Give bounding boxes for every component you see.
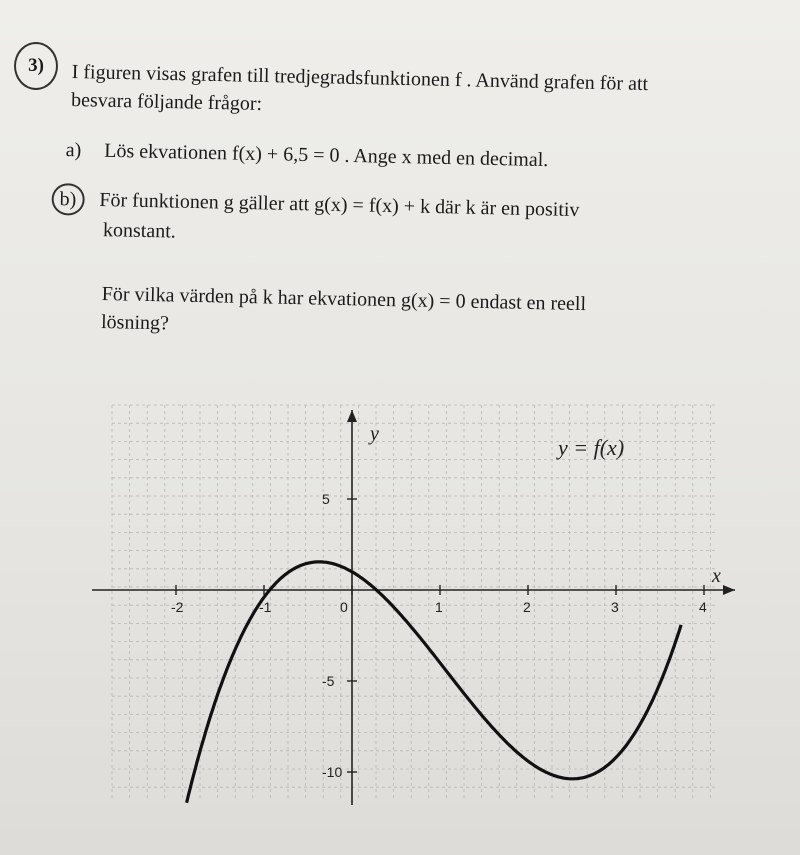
y-tick-label: -10 [322,764,343,780]
x-tick-label: 0 [340,599,348,615]
y-axis-label: y [370,423,379,445]
x-axis-label: x [712,565,721,587]
question-line-2: lösning? [100,310,170,335]
y-tick-label: -5 [322,673,335,689]
x-tick-label: 4 [699,599,707,615]
x-tick-label: 2 [523,599,531,615]
part-b-label: b) [51,183,84,216]
intro-line-1: I figuren visas grafen till tredjegradsfunktionen f . Använd grafen för att [71,60,649,96]
x-axis-arrow [723,585,735,595]
graph-ticks [171,491,707,780]
part-a-label: a) [65,138,82,162]
intro-line-2: besvara följande frågor: [70,88,263,115]
x-tick-label: 3 [611,599,619,615]
curve-label: y = f(x) [558,435,625,460]
question-line-1: För vilka värden på k har ekvationen g(x) = 0 endast en reell [101,282,587,316]
graph-axes [92,410,735,805]
series-line-f [187,562,681,803]
y-tick-label: 5 [322,491,330,507]
part-b-line-2: konstant. [102,219,177,243]
y-axis-arrow [347,410,357,422]
x-tick-label: 1 [435,599,443,615]
part-a-text: Lös ekvationen f(x) + 6,5 = 0 . Ange x med en decimal. [104,139,549,172]
part-b-line-1: För funktionen g gäller att g(x) = f(x) + k där k är en positiv [99,188,580,222]
x-tick-label: -1 [259,599,272,615]
question-number: 3) [14,42,58,90]
x-tick-label: -2 [171,599,184,615]
